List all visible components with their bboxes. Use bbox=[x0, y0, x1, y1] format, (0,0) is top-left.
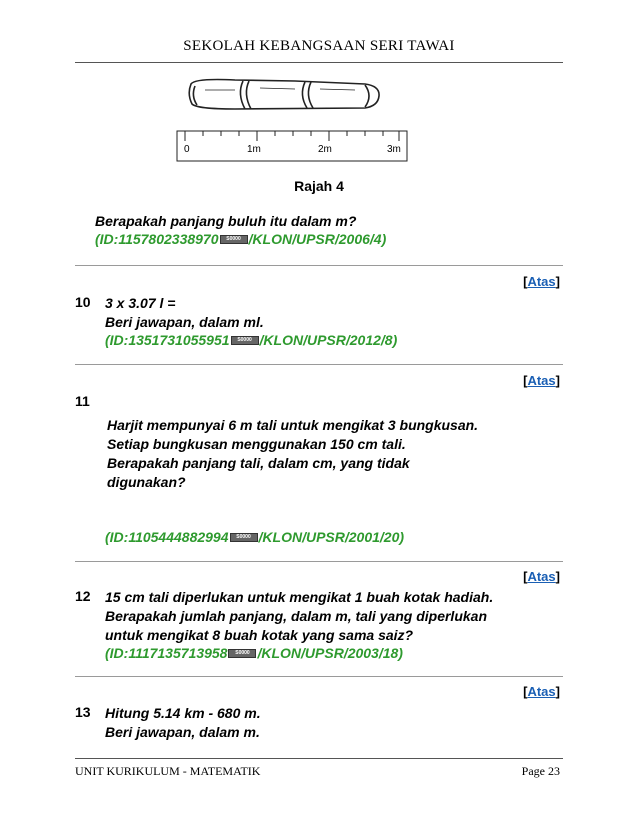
q12-id-badge: S0000 bbox=[228, 649, 256, 658]
bracket-close: ] bbox=[555, 684, 560, 699]
q9-text: Berapakah panjang buluh itu dalam m? bbox=[95, 213, 357, 229]
footer-divider bbox=[75, 758, 563, 759]
bracket-open: [ bbox=[523, 373, 528, 388]
figure-caption: Rajah 4 bbox=[294, 178, 344, 194]
q9-id-badge: S0000 bbox=[220, 235, 248, 244]
bracket-close: ] bbox=[555, 569, 560, 584]
q11-line2: Setiap bungkusan menggunakan 150 cm tali. bbox=[107, 436, 406, 452]
q12-line2: Berapakah jumlah panjang, dalam m, tali yang diperlukan bbox=[105, 608, 487, 624]
q12-id-end: /KLON/UPSR/2003/18) bbox=[257, 645, 403, 661]
separator bbox=[75, 265, 563, 266]
atas-label[interactable]: Atas bbox=[527, 274, 556, 289]
q13-line1: Hitung 5.14 km - 680 m. bbox=[105, 705, 261, 721]
atas-link-3[interactable] bbox=[523, 569, 560, 584]
atas-link-2[interactable] bbox=[523, 373, 560, 388]
q12-id bbox=[105, 645, 403, 661]
q12-number: 12 bbox=[75, 588, 91, 604]
q11-id-badge: S0000 bbox=[230, 533, 258, 542]
bracket-open: [ bbox=[523, 569, 528, 584]
q11-line1: Harjit mempunyai 6 m tali untuk mengikat 3 bungkusan. bbox=[107, 417, 479, 433]
q12-line3: untuk mengikat 8 buah kotak yang sama saiz? bbox=[105, 627, 414, 643]
bamboo-illustration bbox=[189, 80, 379, 110]
q11-line3: Berapakah panjang tali, dalam cm, yang tidak bbox=[107, 455, 410, 471]
header-divider bbox=[75, 62, 563, 63]
footer-left: UNIT KURIKULUM - MATEMATIK bbox=[75, 764, 261, 778]
ruler bbox=[177, 131, 407, 161]
ruler-label-1m: 1m bbox=[247, 144, 261, 155]
atas-label[interactable]: Atas bbox=[527, 569, 556, 584]
q10-line2: Beri jawapan, dalam ml. bbox=[105, 314, 264, 330]
q10-id-start: (ID:1351731055951 bbox=[105, 332, 230, 348]
bamboo-ruler-figure bbox=[175, 72, 410, 164]
ruler-label-3m: 3m bbox=[387, 144, 401, 155]
q11-id-start: (ID:1105444882994 bbox=[105, 529, 229, 545]
atas-label[interactable]: Atas bbox=[527, 684, 556, 699]
bracket-open: [ bbox=[523, 274, 528, 289]
page-number: Page 23 bbox=[521, 764, 560, 778]
atas-link-1[interactable] bbox=[523, 274, 560, 289]
q12-line1: 15 cm tali diperlukan untuk mengikat 1 buah kotak hadiah. bbox=[105, 589, 494, 605]
q10-id bbox=[105, 332, 397, 348]
q9-id-start: (ID:1157802338970 bbox=[95, 231, 219, 247]
q9-id-end: /KLON/UPSR/2006/4) bbox=[248, 231, 387, 247]
q10-id-end: /KLON/UPSR/2012/8) bbox=[259, 332, 398, 348]
q11-number: 11 bbox=[75, 393, 90, 409]
atas-link-4[interactable] bbox=[523, 684, 560, 699]
q10-number: 10 bbox=[75, 294, 91, 310]
q13-line2: Beri jawapan, dalam m. bbox=[105, 724, 260, 740]
bracket-close: ] bbox=[555, 274, 560, 289]
q10-line1: 3 x 3.07 l = bbox=[105, 295, 176, 311]
ruler-label-2m: 2m bbox=[318, 144, 332, 155]
q12-id-start: (ID:1117135713958 bbox=[105, 645, 228, 661]
separator bbox=[75, 561, 563, 562]
q11-line4: digunakan? bbox=[107, 474, 186, 490]
bracket-open: [ bbox=[523, 684, 528, 699]
q9-id bbox=[95, 231, 386, 247]
page-header: SEKOLAH KEBANGSAAN SERI TAWAI bbox=[183, 38, 455, 54]
atas-label[interactable]: Atas bbox=[527, 373, 556, 388]
q11-id bbox=[105, 529, 404, 545]
q13-number: 13 bbox=[75, 704, 91, 720]
separator bbox=[75, 364, 563, 365]
q11-id-end: /KLON/UPSR/2001/20) bbox=[258, 529, 405, 545]
bracket-close: ] bbox=[555, 373, 560, 388]
q10-id-badge: S0000 bbox=[231, 336, 259, 345]
separator bbox=[75, 676, 563, 677]
ruler-label-0: 0 bbox=[184, 144, 190, 155]
